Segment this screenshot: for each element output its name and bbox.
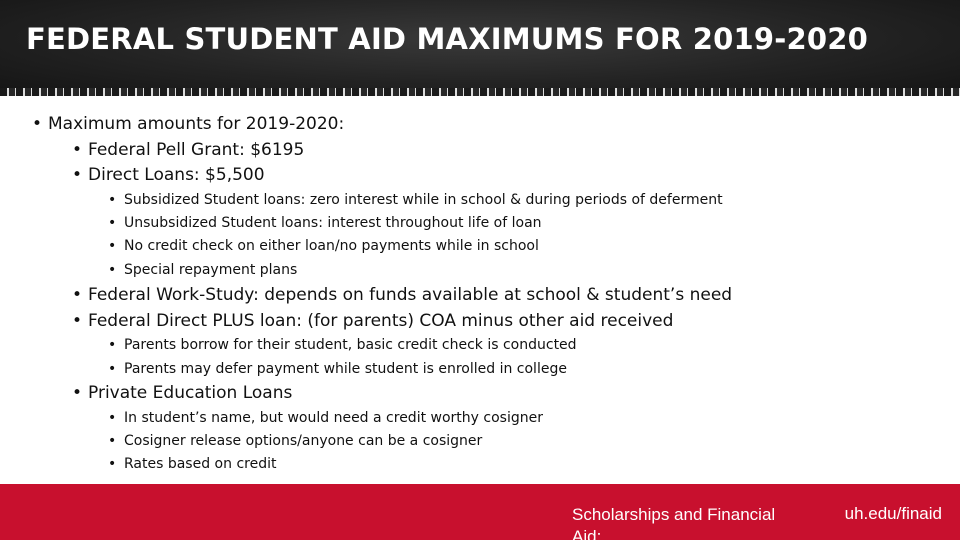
bullet-dot: • bbox=[72, 140, 83, 160]
bullet-text: Unsubsidized Student loans: interest throughout life of loan bbox=[124, 215, 542, 231]
bullet-dot: • bbox=[72, 165, 83, 185]
bullet-text: Subsidized Student loans: zero interest while in school & during periods of deferment bbox=[124, 192, 723, 208]
title-bar bbox=[0, 0, 960, 96]
bullet-text: Cosigner release options/anyone can be a cosigner bbox=[124, 433, 483, 449]
footer-bar bbox=[0, 484, 960, 546]
bullet-text: Federal Work-Study: depends on funds available at school & student’s need bbox=[88, 285, 733, 305]
bullet-item bbox=[108, 362, 567, 376]
footer-website-link[interactable]: uh.edu/finaid bbox=[844, 504, 942, 523]
bullet-dot: • bbox=[32, 114, 43, 134]
bullet-dot: • bbox=[72, 285, 83, 305]
bullet-text: Federal Pell Grant: $6195 bbox=[88, 140, 305, 160]
bullet-text: Federal Direct PLUS loan: (for parents) COA minus other aid received bbox=[88, 311, 674, 331]
bullet-item bbox=[72, 385, 292, 402]
bullet-dot: • bbox=[108, 361, 117, 377]
bullet-item bbox=[108, 263, 297, 277]
bullet-item bbox=[108, 193, 723, 207]
bullet-item bbox=[108, 434, 482, 448]
bullet-text: Parents may defer payment while student is enrolled in college bbox=[124, 361, 567, 377]
bullet-item bbox=[108, 216, 542, 230]
bullet-dot: • bbox=[108, 238, 117, 254]
bullet-dot: • bbox=[108, 456, 117, 472]
bullet-text: Special repayment plans bbox=[124, 262, 298, 278]
bullet-item bbox=[72, 313, 673, 330]
bullet-dot: • bbox=[108, 262, 117, 278]
bullet-item bbox=[108, 338, 577, 352]
bullet-text: Maximum amounts for 2019-2020: bbox=[48, 114, 345, 134]
bullet-item bbox=[32, 116, 344, 133]
bullet-text: Direct Loans: $5,500 bbox=[88, 165, 265, 185]
bullet-text: Private Education Loans bbox=[88, 383, 293, 403]
bullet-dot: • bbox=[108, 433, 117, 449]
bullet-dot: • bbox=[72, 311, 83, 331]
slide-title: FEDERAL STUDENT AID MAXIMUMS FOR 2019-2020 bbox=[26, 22, 868, 56]
bullet-item bbox=[72, 142, 304, 159]
bullet-item bbox=[72, 167, 265, 184]
bullet-item bbox=[108, 239, 539, 253]
bullet-text: Rates based on credit bbox=[124, 456, 277, 472]
bullet-dot: • bbox=[72, 383, 83, 403]
bullet-dot: • bbox=[108, 337, 117, 353]
footer-department-label: Scholarships and Financial Aid: bbox=[572, 505, 776, 546]
bullet-dot: • bbox=[108, 192, 117, 208]
bullet-text: No credit check on either loan/no payments while in school bbox=[124, 238, 539, 254]
bullet-item bbox=[72, 287, 732, 304]
bullet-dot: • bbox=[108, 410, 117, 426]
bullet-text: Parents borrow for their student, basic credit check is conducted bbox=[124, 337, 577, 353]
bullet-item bbox=[108, 457, 276, 471]
bullet-item bbox=[108, 411, 543, 425]
bullet-dot: • bbox=[108, 215, 117, 231]
bullet-text: In student’s name, but would need a credit worthy cosigner bbox=[124, 410, 543, 426]
